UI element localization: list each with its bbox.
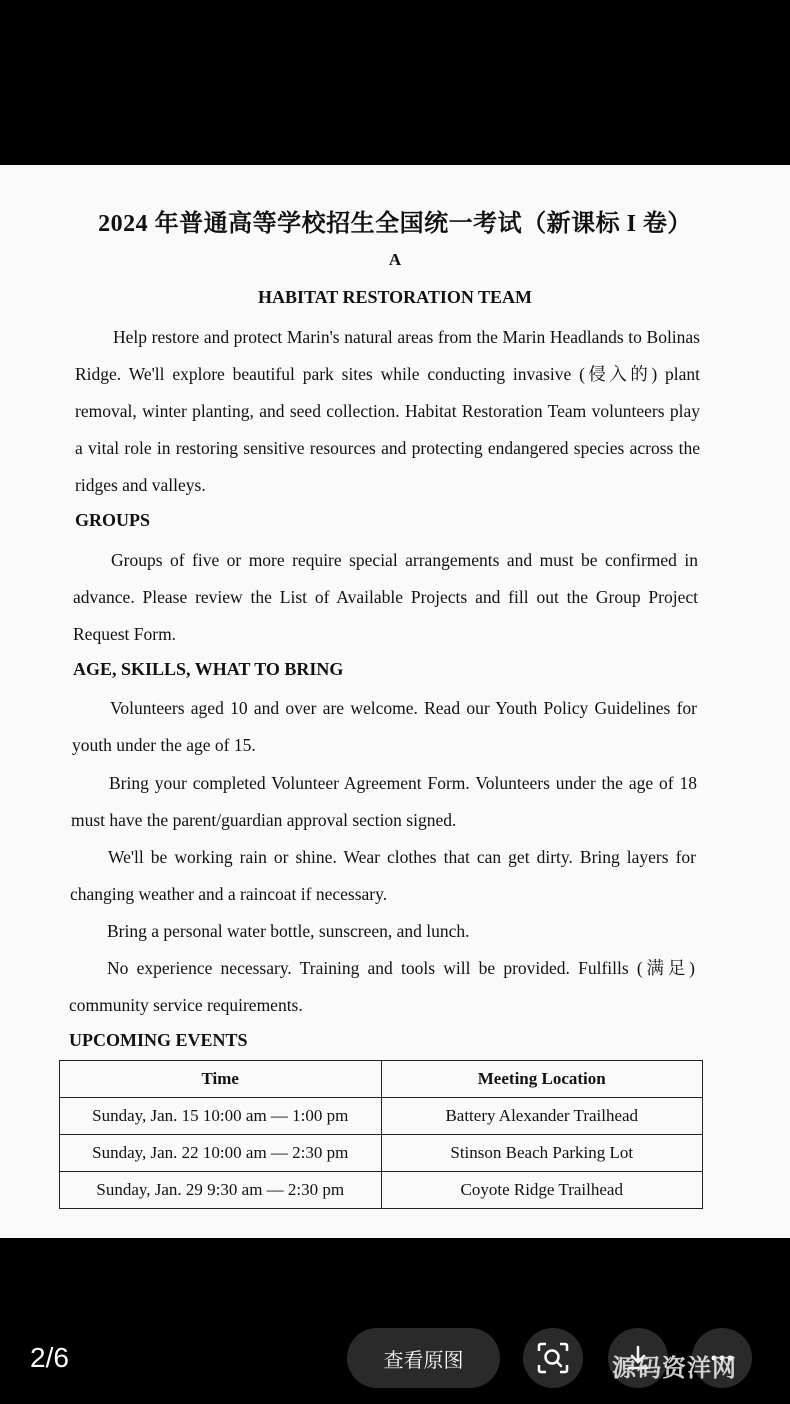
page-counter: 2/6 [30,1342,69,1373]
event-location: Battery Alexander Trailhead [381,1098,703,1135]
event-time: Sunday, Jan. 29 9:30 am — 2:30 pm [60,1172,382,1209]
event-location: Coyote Ridge Trailhead [381,1172,703,1209]
events-table [59,1060,703,1209]
events-heading: UPCOMING EVENTS [69,1030,248,1050]
scan-search-button[interactable] [523,1328,583,1388]
header-location: Meeting Location [381,1061,703,1098]
event-location: Stinson Beach Parking Lot [381,1135,703,1172]
age-paragraph-2: Bring your completed Volunteer Agreement Form. Volunteers under the age of 18 must have the parent/guardian approval section signed. [71,773,697,830]
table-header-row [60,1061,703,1098]
age-heading: AGE, SKILLS, WHAT TO BRING [73,659,344,679]
passage-heading: HABITAT RESTORATION TEAM [257,287,533,307]
table-row [60,1172,703,1209]
age-paragraph-3: We'll be working rain or shine. Wear clothes that can get dirty. Bring layers for changing weather and a raincoat if necessary. [70,847,696,904]
viewer-top-bar [0,0,790,165]
table-row [60,1098,703,1135]
event-time: Sunday, Jan. 22 10:00 am — 2:30 pm [60,1135,382,1172]
groups-paragraph: Groups of five or more require special arrangements and must be confirmed in advance. Please review the List of Available Projects and fill out the Group Project Request Form. [73,550,698,644]
view-original-button[interactable]: 查看原图 [347,1328,500,1388]
document-page [0,165,790,1238]
age-paragraph-4: Bring a personal water bottle, sunscreen, and lunch. [107,921,470,941]
groups-heading: GROUPS [75,510,151,530]
exam-title: 2024 年普通高等学校招生全国统一考试（新课标 I 卷） [98,211,692,237]
header-time: Time [60,1061,382,1098]
intro-paragraph: Help restore and protect Marin's natural areas from the Marin Headlands to Bolinas Ridge. We'll explore beautiful park sites while conducting invasive (侵入的) plant removal, winter planting, and seed collection. Habitat Restoration Team volunteers play a vital role in restoring sensitive resources and protecting endangered species across the ridges and valleys. [75,327,700,495]
scan-search-icon [536,1341,570,1375]
age-paragraph-1: Volunteers aged 10 and over are welcome. Read our Youth Policy Guidelines for youth under the age of 15. [72,698,697,755]
age-paragraph-5: No experience necessary. Training and tools will be provided. Fulfills (满足) community service requirements. [69,958,695,1015]
table-row [60,1135,703,1172]
section-letter: A [388,250,402,269]
event-time: Sunday, Jan. 15 10:00 am — 1:00 pm [60,1098,382,1135]
site-watermark: 源码资洋网 [612,1354,737,1382]
